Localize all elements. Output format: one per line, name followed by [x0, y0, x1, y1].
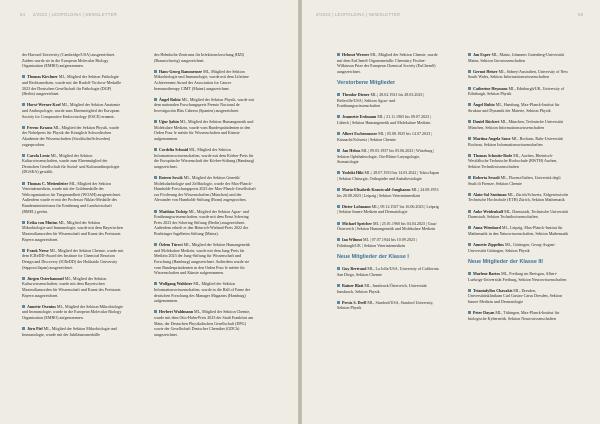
bullet-square-icon: [468, 272, 471, 275]
member-name: Erika von Mutius: [27, 219, 58, 225]
member-text: ML, Mitglied der Sektion Mikrobiologie und Immunologie, wurde mit dem Bayerischen Maximiliansorden für Wissenschaft und Kunst des Freistaats Bayern ausgezeichnet.: [22, 219, 123, 242]
member-entry: [154, 147, 256, 169]
member-name: Roteen Sowik: [159, 175, 183, 181]
page-number: 54: [20, 12, 26, 17]
bullet-square-icon: [337, 188, 340, 191]
bullet-square-icon: [22, 182, 25, 185]
bullet-square-icon: [337, 93, 340, 96]
member-entry: [468, 86, 570, 97]
member-text: ML, Mitglied der Sektion Veterinärmedizin, wurde mit der Goldmedaille der Weltorganisation für Tiergesundheit (WOAH) ausgezeichnet. Außerdem wurde er mit der Professor Niklas-Medaille des Bundesministeriums für Ernährung und Landwirtschaft (BMEL) geehrt.: [22, 180, 122, 214]
member-name: Carola Lentz: [27, 152, 50, 158]
member-name: Wolfgang Wahlster: [159, 281, 193, 287]
entry-list: [154, 69, 256, 338]
section-heading-new-class-1: Neue Mitglieder der Klasse I: [337, 254, 409, 261]
member-text: ML, Aachen, Rheinisch-Westfälische Technische Hochschule (RWTH) Aachen, Sektion Technikwissenschaften: [468, 152, 558, 169]
new-members-class-1-list: [337, 266, 439, 311]
bullet-square-icon: [22, 327, 25, 330]
bullet-square-icon: [154, 120, 157, 123]
bullet-square-icon: [154, 148, 157, 151]
member-text: ML, Darmstadt, Technische Universität Darmstadt, Sektion Technikwissenschaften: [468, 208, 569, 220]
member-entry: [22, 181, 124, 215]
member-text: ML, Mitglied der Sektion Mikrobiologie und Immunologie, wurde mit dem Lifetime Achievement Award der Association for Cancer Immunotherapy CIMT (Mainz) ausgezeichnet.: [154, 68, 249, 91]
member-text: ML, Innsbruck/Österreich, Universität Innsbruck, Sektion Physik: [337, 282, 427, 294]
member-text: ML, Mitglied der Sektion Chemie, wurde mit dem ICReDD-Award des Institute for Chemical Reaction Design and Discovery (ICReDD) der Hokkaido University (Sapporo/Japan) ausgezeichnet.: [22, 247, 124, 270]
left-page-header: [20, 12, 117, 17]
bullet-square-icon: [22, 154, 25, 157]
member-entry: [154, 309, 256, 337]
member-name: Daniel Rückert: [473, 119, 500, 125]
member-name: Horst-Werner Korf: [27, 102, 61, 108]
member-text: ML, Tübingen, Max-Planck-Institut für biologische Kybernetik, Sektion Neurowissenschaften: [468, 310, 560, 321]
member-entry: [337, 114, 439, 125]
member-entry: [337, 266, 439, 277]
member-name: Ängel Rubio: [473, 102, 495, 108]
member-name: Roberta Sessoli: [473, 175, 500, 181]
member-name: Thomas C. Mettenleiter: [27, 180, 69, 186]
member-entry: [337, 187, 439, 198]
bullet-square-icon: [337, 284, 340, 287]
member-name: Hans-Georg Rammensee: [159, 68, 203, 74]
bullet-square-icon: [22, 75, 25, 78]
member-text: ML | 05.08.1925 bis 14.07.2023 | Küsnacht/Schweiz | Sektion Chemie: [337, 131, 432, 142]
member-name: Helmut Werner: [342, 52, 370, 57]
left-page: [0, 0, 298, 424]
member-name: Rainer Blatt: [342, 282, 364, 288]
deceased-list: [337, 92, 439, 249]
bullet-square-icon: [468, 176, 471, 179]
member-entry: [468, 69, 570, 80]
member-name: Maria-Elisabeth Krautwald-Junghanns: [342, 187, 411, 193]
member-entry: [337, 221, 439, 232]
member-text: ML, Sidney/Australien, University of New South Wales, Sektion Informationswissenschaften: [468, 68, 569, 80]
member-entry: [468, 209, 570, 220]
member-text: ML, Mitglied der Sektion Pathologie und Rechtsmedizin, wurde mit der Rudolf-Virchow-Medaille 2023 der Deutschen Gesellschaft für Pathologie (DGP) (Berlin) ausgezeichnet.: [22, 74, 122, 97]
bullet-square-icon: [22, 221, 25, 224]
member-name: Ferenc Krausz: [27, 124, 53, 130]
new-members-class-3-list: [468, 271, 570, 321]
member-name: Ian Wilmut: [342, 237, 362, 243]
member-entry: [154, 242, 256, 276]
bullet-square-icon: [468, 311, 471, 314]
member-name: Thomas Kirchner: [27, 74, 58, 80]
bullet-square-icon: [154, 176, 157, 179]
member-entry: [22, 304, 124, 321]
member-entry: [337, 300, 439, 311]
member-name: Jörn Piel: [27, 326, 43, 332]
member-text: ML, Bochum, Ruhr-Universität Bochum, Sektion Informationswissenschaften: [468, 135, 563, 147]
bullet-square-icon: [337, 267, 340, 270]
member-text: ML, Hamburg, Max-Planck-Institut für Struktur und Dynamik der Materie, Sektion Physik: [468, 102, 560, 113]
member-text: ML | 07.07.1944 bis 10.09.2023 | Edinburgh/UK | Sektion Veterinärmedizin: [337, 237, 417, 248]
right-page: [302, 0, 600, 424]
member-text: ML, Dresden, Universitätsklinikum Carl Gustav Carus Dresden, Sektion Innere Medizin und Dermatologie: [468, 287, 562, 304]
right-page-header: [316, 12, 400, 17]
member-name: Michael Speicher: [342, 220, 373, 226]
member-text: ML, Mitglied der Sektion Chemie, wurde mit dem Otto-Hahn-Preis 2023 der Stadt Frankfurt am Main, der Deutschen Physikalischen Gesellschaft (DPG) sowie der Gesellschaft Deutscher Chemiker (GDCh) ausgezeichnet.: [154, 309, 254, 337]
member-name: Triantafyllos Chavakis: [473, 287, 513, 293]
member-text: ML, Mitglied der Sektion Anatomie und Anthropologie, wurde zum Ehrenmitglied der European Society for Comparative Endocrinology (ESCE) ernannt.: [22, 102, 121, 119]
bullet-square-icon: [468, 70, 471, 73]
member-name: Cordelia Schmid: [159, 147, 189, 153]
member-entry: [22, 153, 124, 175]
member-entry: [337, 170, 439, 181]
member-text: ML | 09.03.1937 bis 05.06.2023 | Würzburg | Sektion Ophthalmologie, Oto-Rhino-Laryngologie, Stomatologie: [337, 147, 435, 165]
member-name: Albert Eschenmoser: [342, 131, 378, 137]
member-entry: [468, 102, 570, 113]
member-entry: [337, 52, 439, 74]
member-entry: [154, 281, 256, 303]
member-text: ML, Mitglied der Sektion Chemie, wurde mit dem EuChemS Organometallic Chemistry Fischer-Wilkinson Prize der European Chemical Society (EuChemS) ausgezeichnet.: [337, 52, 438, 74]
member-name: Annette Oxenius: [27, 303, 56, 309]
bullet-square-icon: [337, 205, 340, 208]
bullet-square-icon: [22, 277, 25, 280]
bullet-square-icon: [337, 115, 340, 118]
member-name: Jan Helms: [342, 147, 361, 153]
member-name: Ängel Rubio: [159, 96, 181, 102]
bullet-square-icon: [468, 120, 471, 123]
bullet-square-icon: [468, 193, 471, 196]
bullet-square-icon: [22, 305, 25, 308]
member-text: ML | 21.11.1965 bis 09.07.2023 | Lübeck | Sektion Humangenetik und Molekulare Medizin: [337, 114, 431, 125]
entry-list: [22, 74, 124, 337]
page-number: 55: [578, 12, 584, 17]
bullet-square-icon: [22, 126, 25, 129]
member-name: Özlem Türeci: [159, 242, 183, 248]
member-name: Martina Angela Sasse: [473, 135, 511, 141]
member-text: ML, Mitglied der Sektion Informationswissenschaften, wurde mit dem Körber-Preis für die Europäische Wissenschaft der Körber-Stiftung (Hamburg) ausgezeichnet.: [154, 147, 255, 169]
member-text: ML, Mainz, Johannes Gutenberg-Universität Mainz, Sektion Geowissenschaften: [468, 52, 565, 63]
bullet-square-icon: [468, 137, 471, 140]
member-text: ML, Freiburg im Breisgau, Albert-Ludwigs-Universität Freiburg, Sektion Neurowissenschaften: [468, 270, 567, 282]
member-entry: [337, 92, 439, 109]
member-entry: [22, 102, 124, 119]
bullet-square-icon: [468, 210, 471, 213]
member-text: ML, Göttingen, Georg-August-Universität Göttingen, Sektion Physik: [468, 242, 556, 253]
member-text: ML, Mitglied der Sektion Physik, wurde der Nobelpreis für Physik der Königlich Schwedischen Akademie der Wissenschaften (Stockholm/Schweden) zugesprochen.: [22, 124, 120, 147]
bullet-square-icon: [337, 149, 340, 152]
member-name: Uğur Şahin: [159, 119, 179, 125]
bullet-square-icon: [154, 310, 157, 313]
member-name: Anke Weidenkaff: [473, 208, 504, 214]
bullet-square-icon: [337, 53, 340, 56]
member-entry: [468, 175, 570, 186]
member-entry: [468, 310, 570, 321]
right-column-2: [468, 52, 570, 327]
continuation-text: der Harvard University (Cambridge/USA) ausgezeichnet. Zudem wurde sie in die European Molecular Biology Organization (EMBO) aufgenommen.: [22, 52, 116, 69]
member-entry: [154, 97, 256, 114]
bullet-square-icon: [154, 282, 157, 285]
member-text: ML, Florenz/Italien, Università degli Studi di Firenze, Sektion Chemie: [468, 175, 561, 186]
member-text: ML, Mitglied der Sektion Mikrobiologie und Immunologie, wurde mit der Jubiläumsmedaille: [22, 326, 117, 337]
member-entry: [22, 326, 124, 337]
member-entry: [154, 175, 256, 203]
member-text: ML, Mitglied der Sektion Physik, wurde mit dem nationalen Forschungspreis Premio Nacional de Investigación Blas Cabrera (Spanien) ausgezeichnet.: [154, 96, 254, 113]
bullet-square-icon: [154, 210, 157, 213]
member-entry: [468, 192, 570, 203]
member-text: ML, Mitglied der Sektion Humangenetik und Molekulare Medizin, wurde vom Bundespräsidenten in den Orden Pour le mérite für Wissenschaften und Künste aufgenommen.: [154, 119, 254, 141]
member-text: ML | 28.07.1933 bis 14.03.2022 | Tokio/Japan | Sektion Chirurgie, Orthopädie und Anästhesiologie: [337, 170, 439, 181]
member-entry: [468, 288, 570, 305]
bullet-square-icon: [337, 171, 340, 174]
member-name: Anna Wienhard: [473, 225, 501, 231]
member-name: Alain-Sol Sznitman: [473, 191, 507, 197]
member-text: ML, Edinburgh/UK, University of Edinburgh, Sektion Physik: [468, 85, 565, 97]
new-members-list: [468, 52, 570, 253]
member-entry: [468, 271, 570, 282]
member-text: ML, Mitglied der Sektion Kulturwissenschaften, wurde mit dem Bayerischen Maximiliansorden für Wissenschaft und Kunst des Freistaats Bayern ausgezeichnet.: [22, 275, 121, 298]
member-text: ML | 28.02.1921 bis 28.03.2023 | Beltsville/USA | Sektion Agrar- und Ernährungswissenschaften: [337, 91, 425, 109]
member-text: ML | 09.12.1927 bis 16.06.2023 | Leipzig | Sektion Innere Medizin und Dermatologie: [337, 203, 439, 215]
continuation-text: des Helmholtz-Zentrums für Infektionsforschung (HZI) (Braunschweig) ausgezeichnet.: [154, 52, 245, 63]
bullet-square-icon: [337, 238, 340, 241]
member-name: Jürgen Osterhammel: [27, 275, 64, 281]
member-text: ML, Mitglied der Sektion Agrar- und Ernährungswissenschaften, wurde mit dem Ernst Schering Preis 2023 der Schering Stiftung (Berlin) ausgezeichnet. Außerdem erhielt er den Heinrich-Wieland-Preis 2022 der Boehringer Ingelheim Stiftung (Mainz).: [154, 208, 249, 236]
member-name: Marlene Bartos: [473, 270, 501, 276]
member-entry: [468, 153, 570, 170]
running-header: 2/2023 | LEOPOLDINA | NEWSLETTER: [32, 12, 118, 17]
running-header: 2/2023 | LEOPOLDINA | NEWSLETTER: [316, 12, 401, 17]
bullet-square-icon: [154, 98, 157, 101]
bullet-square-icon: [337, 301, 340, 304]
section-heading-deceased: Verstorbene Mitglieder: [337, 79, 396, 86]
member-name: Catherine Heymans: [473, 85, 508, 91]
member-name: Theodor Diener: [342, 91, 370, 97]
member-name: Gernot Heiser: [473, 68, 498, 74]
member-entry: [468, 242, 570, 253]
member-text: ML | 25.01.1960 bis 04.04.2023 | Graz/Österreich | Sektion Humangenetik und Molekulare Medizin: [337, 220, 437, 232]
member-text: ML, Mitglied der Sektion Humangenetik und Molekulare Medizin, wurde mit dem Jung-Preis für Medizin 2023 der Jung-Stiftung für Wissenschaft und Forschung (Hamburg) ausgezeichnet. Außerdem wurde sie vom Bundespräsidenten in den Orden Pour le mérite für Wissenschaften und Künste aufgenommen.: [154, 242, 251, 276]
member-name: Annette Zippelius: [473, 242, 504, 248]
bullet-square-icon: [154, 243, 157, 246]
bullet-square-icon: [337, 222, 340, 225]
member-name: Frank Neese: [27, 247, 49, 253]
member-entry: [22, 220, 124, 242]
member-name: Thomas Schmitz-Rode: [473, 152, 513, 158]
bullet-square-icon: [22, 249, 25, 252]
member-text: ML, Mitglied der Sektion Informationswissenschaften, wurde in die Hall of Fame der deutschen Forschung des Manager Magazins (Hamburg) aufgenommen.: [154, 281, 251, 304]
member-name: Matthias Tschöp: [159, 208, 188, 214]
bullet-square-icon: [468, 103, 471, 106]
bullet-square-icon: [468, 87, 471, 90]
bullet-square-icon: [468, 243, 471, 246]
member-text: ML, Mitglied der Sektion Mikrobiologie und Immunologie, wurde in die European Molecular Biology Organization (EMBO) aufgenommen.: [22, 303, 123, 320]
member-text: ML, Stanford/USA, Stanford University, Sektion Physik: [337, 299, 434, 311]
member-name: Jan Esper: [473, 52, 491, 57]
member-entry: [337, 148, 439, 165]
member-entry: [468, 225, 570, 236]
member-name: Guy Bertrand: [342, 266, 367, 272]
member-name: Dieter Lohmann: [342, 203, 371, 209]
member-name: Herbert Waldmann: [159, 309, 193, 315]
section-heading-new-class-3: Neue Mitglieder der Klasse III: [468, 258, 543, 265]
member-name: Jeannette Erdmann: [342, 114, 377, 120]
member-entry: [154, 209, 256, 237]
member-entry: [154, 69, 256, 91]
member-entry: [22, 248, 124, 270]
member-entry: [337, 237, 439, 248]
member-entry: [154, 119, 256, 141]
member-entry: [22, 276, 124, 298]
left-column-1: [22, 52, 124, 343]
member-name: Yoshiki Hiki: [342, 170, 364, 176]
bullet-square-icon: [337, 132, 340, 135]
member-entry: [22, 74, 124, 96]
member-text: ML, Zürich/Schweiz, Eidgenössische Technische Hochschule (ETH) Zürich, Sektion Mathematik: [468, 191, 569, 203]
member-name: Persis S. Drell: [342, 299, 367, 305]
member-entry: [468, 136, 570, 147]
bullet-square-icon: [22, 103, 25, 106]
member-text: ML, Leipzig, Max-Planck-Institut für Mathematik in den Naturwissenschaften, Sektion Mathematik: [468, 225, 569, 236]
right-column-1: [337, 52, 439, 317]
member-entry: [337, 283, 439, 294]
member-entry: [468, 119, 570, 130]
member-entry: [22, 125, 124, 147]
member-name: Peter Dayan: [473, 310, 495, 316]
bullet-square-icon: [468, 154, 471, 157]
member-text: ML, München, Technische Universität München, Sektion Informationswissenschaften: [468, 119, 563, 130]
member-entry: [468, 52, 570, 63]
left-column-2: [154, 52, 256, 343]
bullet-square-icon: [468, 289, 471, 292]
bullet-square-icon: [154, 70, 157, 73]
member-entry: [337, 131, 439, 142]
bullet-square-icon: [468, 53, 471, 56]
member-text: ML | 24.08.1953 bis 26.08.2023 | Leipzig | Sektion Veterinärmedizin: [337, 187, 439, 198]
member-text: ML, La Jolla/USA, University of California San Diego, Sektion Chemie: [337, 266, 439, 277]
member-text: ML, Mitglied der Sektion Genetik/ Molekularbiologie und Zellbiologie, wurde der Max-Planck-Humboldt-Forschungspreis 2023 der Max-Planck-Gesellschaft zur Förderung der Wissenschaften (München) und der Alexander von Humboldt-Stiftung (Bonn) zugesprochen.: [154, 175, 256, 203]
bullet-square-icon: [468, 226, 471, 229]
member-entry: [337, 204, 439, 215]
member-text: ML, Mitglied der Sektion Kulturwissenschaften, wurde zum Ehrenmitglied der Deutschen Gesellschaft für Sozial- und Kulturanthropologie (DGSKA) gewählt.: [22, 152, 120, 175]
